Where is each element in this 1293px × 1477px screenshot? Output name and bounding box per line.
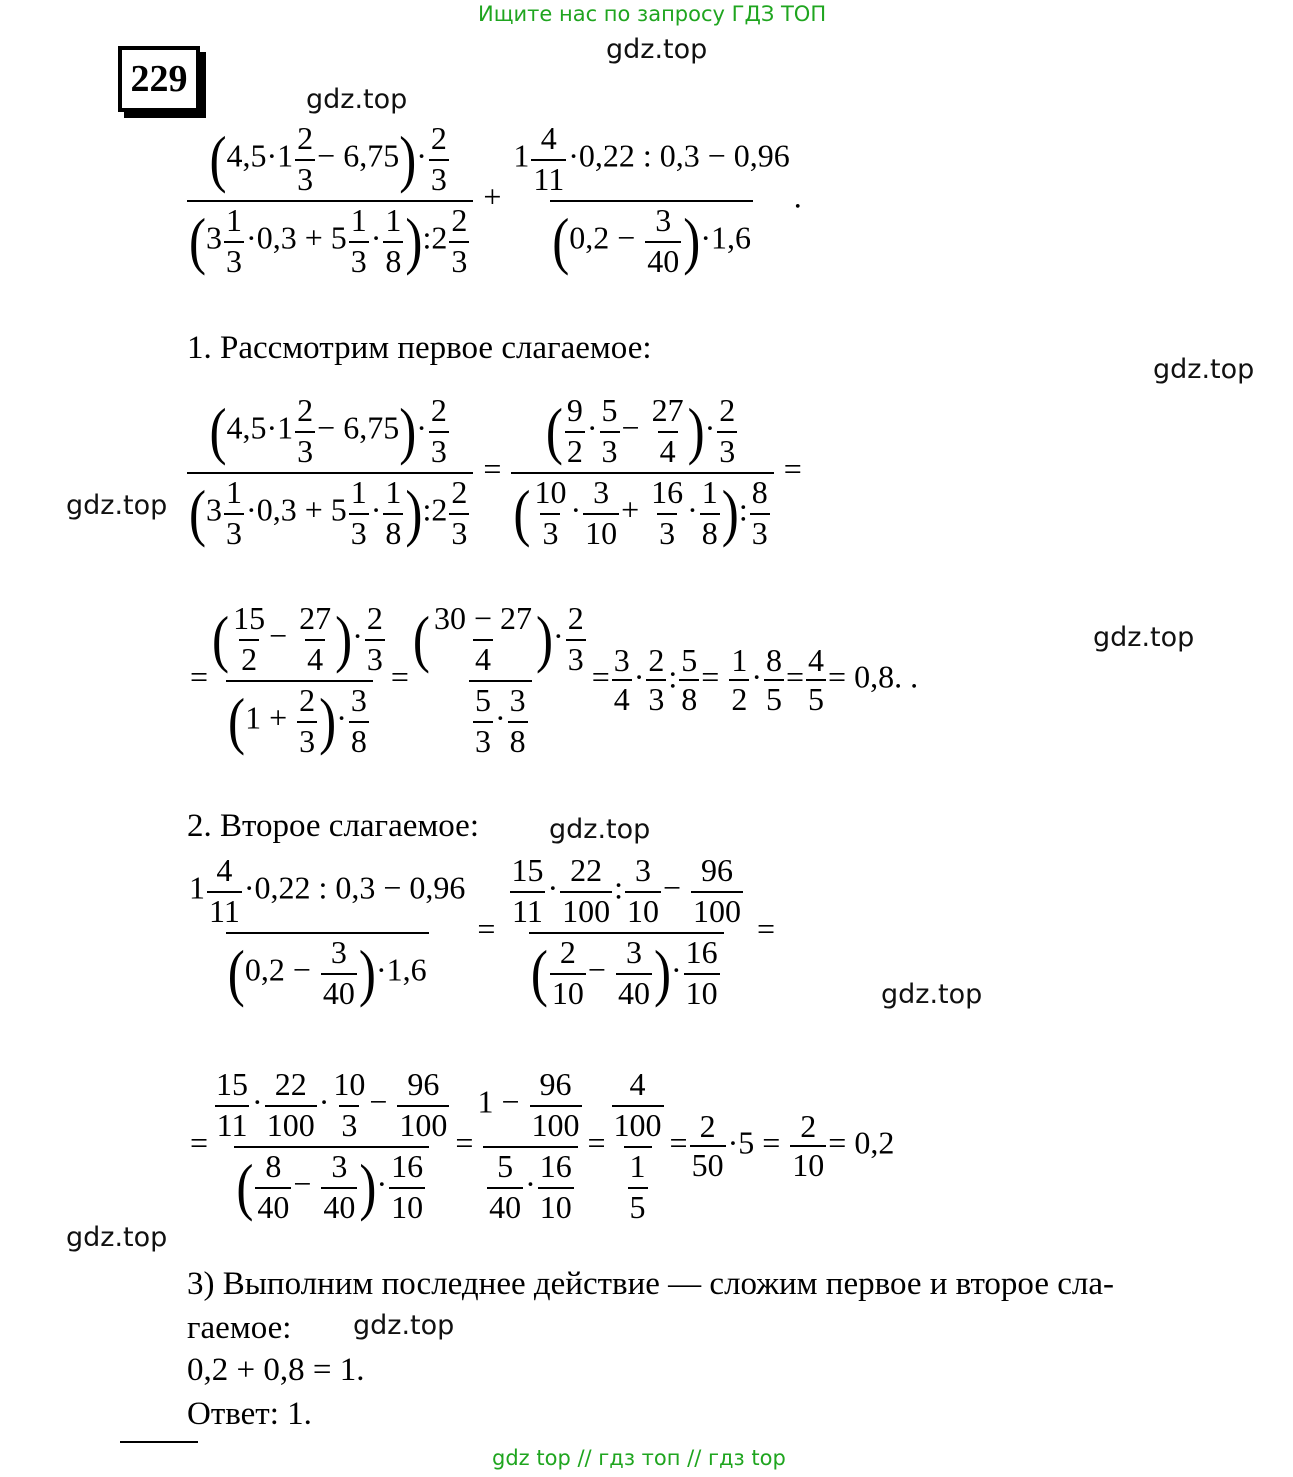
watermark: gdz.top [353,1310,455,1341]
step3-equation: 0,2 + 0,8 = 1. [187,1352,365,1388]
step3-line1: 3) Выполним последнее действие — сложим первое и второе сла- [187,1266,1114,1302]
watermark: gdz.top [881,979,983,1010]
watermark: gdz.top [549,814,651,845]
problem-number: 229 [118,46,200,112]
step2-line2: = $\frac{15}{11}$ · $\frac{22}{100}$ · $\frac{10}{3}$ − $\frac{96}{100}$ ( $\frac{8}{40}$ − $\frac{3}{40}$ )· $\frac{16}{10}$ = 1 − $\frac{96}{100}$ $\frac{5}{40}$ · $\frac{16}{10}$ = $\frac{\frac{4}{100}}{\frac{1}{5}}$ = $\frac{2}{50}$ ·5 = $\frac{2}{10}$ = 0,2 [190,1066,895,1225]
main-expression: (4,5·1 $\frac{2}{3}$ − 6,75)· $\frac{2}{3}$ (3 $\frac{1}{3}$ ·0,3 + 5 $\frac{1}{3}$ · $\frac{1}{8}$ ):2 $\frac{2}{3}$ + 1 $\frac{4}{11}$ ·0,22 : 0,3 − 0,96 (0,2 − $\frac{3}{40}$ )·1,6 . [189,120,802,279]
watermark: gdz.top [66,490,168,521]
step3-line2: гаемое: [187,1310,292,1346]
bottom-rule [120,1441,198,1443]
step2-line1: 1 $\frac{4}{11}$ ·0,22 : 0,3 − 0,96 (0,2 − $\frac{3}{40}$ )·1,6 = $\frac{15}{11}$ · $\frac{22}{100}$ : $\frac{3}{10}$ − $\frac{96}{100}$ ( $\frac{2}{10}$ − $\frac{3}{40}$ )· $\frac{16}{10}$ = [189,852,776,1011]
footer-links[interactable]: gdz top // гдз топ // гдз top [492,1446,786,1470]
step2-result: = 0,2 [828,1124,895,1161]
step1-line2: = ( $\frac{15}{2}$ − $\frac{27}{4}$ )· $\frac{2}{3}$ (1 + $\frac{2}{3}$ )· $\frac{3}{8}$ = ( $\frac{30 - 27}{4}$ )· $\frac{2}{3}$ $\frac{5}{3}$ · $\frac{3}{8}$ = $\frac{3}{4}$ · $\frac{2}{3}$ : $\frac{5}{8}$ = $\frac{1}{2}$ · $\frac{8}{5}$ = $\frac{4}{5}$ = 0,8. . [190,600,919,759]
watermark: gdz.top [606,34,708,65]
watermark: gdz.top [66,1222,168,1253]
step1-result: = 0,8. . [828,658,919,695]
watermark: gdz.top [1153,354,1255,385]
answer: Ответ: 1. [187,1396,312,1432]
step2-heading: 2. Второе слагаемое: [187,808,479,844]
top-banner[interactable]: Ищите нас по запросу ГДЗ ТОП [478,2,827,26]
watermark: gdz.top [306,84,408,115]
step1-heading: 1. Рассмотрим первое слагаемое: [187,330,652,366]
watermark: gdz.top [1093,622,1195,653]
step1-line1: (4,5·1 $\frac{2}{3}$ − 6,75)· $\frac{2}{3}$ (3 $\frac{1}{3}$ ·0,3 + 5 $\frac{1}{3}$ · $\frac{1}{8}$ ):2 $\frac{2}{3}$ = ( $\frac{9}{2}$ · $\frac{5}{3}$ − $\frac{27}{4}$ )· $\frac{2}{3}$ ( $\frac{10}{3}$ · $\frac{3}{10}$ + $\frac{16}{3}$ · $\frac{1}{8}$ ): $\frac{8}{3}$ = [189,392,802,551]
